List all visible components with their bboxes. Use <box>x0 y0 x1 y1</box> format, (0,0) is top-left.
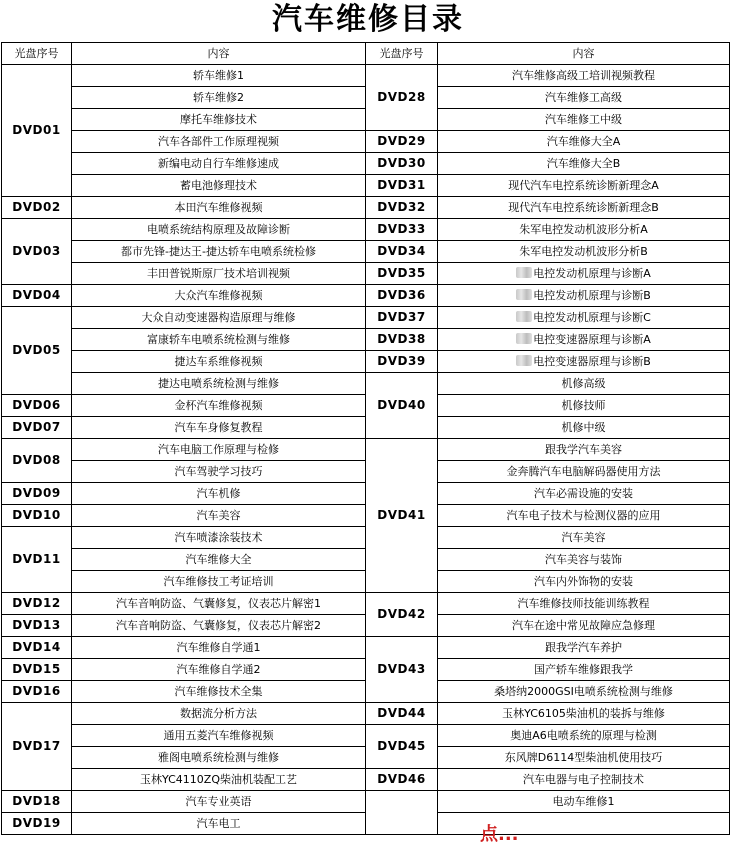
content-cell-right: 汽车电子技术与检测仪器的应用 <box>438 505 730 527</box>
content-cell-left: 新编电动自行车维修速成 <box>72 153 366 175</box>
table-row <box>2 329 730 351</box>
content-cell-right: 国产轿车维修跟我学 <box>438 659 730 681</box>
content-cell-right: 汽车美容与装饰 <box>438 549 730 571</box>
content-cell-left: 捷达电喷系统检测与维修 <box>72 373 366 395</box>
content-cell-left: 数据流分析方法 <box>72 703 366 725</box>
disc-number-right: DVD39 <box>366 351 438 373</box>
header-content: 内容 <box>72 43 366 65</box>
disc-number-right: DVD42 <box>366 593 438 637</box>
header-disc-no: 光盘序号 <box>2 43 72 65</box>
content-cell-right: 电控变速器原理与诊断B <box>438 351 730 373</box>
disc-number-left: DVD15 <box>2 659 72 681</box>
disc-number-right <box>366 791 438 835</box>
table-row <box>2 637 730 659</box>
content-cell-left: 汽车维修技术全集 <box>72 681 366 703</box>
disc-number-left: DVD06 <box>2 395 72 417</box>
disc-number-left: DVD14 <box>2 637 72 659</box>
content-cell-left: 汽车电脑工作原理与检修 <box>72 439 366 461</box>
content-cell-left: 捷达车系维修视频 <box>72 351 366 373</box>
content-cell-left: 本田汽车维修视频 <box>72 197 366 219</box>
content-cell-left: 汽车维修自学通2 <box>72 659 366 681</box>
table-row <box>2 373 730 395</box>
table-row <box>2 593 730 615</box>
content-cell-left: 雅阁电喷系统检测与维修 <box>72 747 366 769</box>
table-row <box>2 241 730 263</box>
table-row <box>2 307 730 329</box>
content-cell-left: 富康轿车电喷系统检测与维修 <box>72 329 366 351</box>
content-cell-right: 汽车维修工中级 <box>438 109 730 131</box>
content-cell-right: 桑塔纳2000GSI电喷系统检测与维修 <box>438 681 730 703</box>
table-row <box>2 65 730 87</box>
content-cell-left: 通用五菱汽车维修视频 <box>72 725 366 747</box>
disc-number-left: DVD13 <box>2 615 72 637</box>
disc-number-right: DVD31 <box>366 175 438 197</box>
content-cell-right: 玉林YC6105柴油机的装拆与维修 <box>438 703 730 725</box>
content-cell-right: 电控变速器原理与诊断A <box>438 329 730 351</box>
content-cell-right: 机修中级 <box>438 417 730 439</box>
content-cell-right: 机修高级 <box>438 373 730 395</box>
disc-number-left: DVD03 <box>2 219 72 285</box>
redacted-mark <box>516 333 532 344</box>
disc-number-left: DVD10 <box>2 505 72 527</box>
content-cell-right: 电控发动机原理与诊断B <box>438 285 730 307</box>
content-cell-left: 摩托车维修技术 <box>72 109 366 131</box>
disc-number-left: DVD08 <box>2 439 72 483</box>
content-cell-left: 蓄电池修理技术 <box>72 175 366 197</box>
page-title: 汽车维修目录 <box>272 2 464 37</box>
content-cell-left: 玉林YC4110ZQ柴油机装配工艺 <box>72 769 366 791</box>
content-cell-left: 汽车音响防盗、气囊修复，仪表芯片解密1 <box>72 593 366 615</box>
content-cell-right: 现代汽车电控系统诊断新理念B <box>438 197 730 219</box>
footer-watermark-fragment: 点... <box>480 824 519 845</box>
disc-number-left: DVD11 <box>2 527 72 593</box>
content-cell-right: 汽车维修大全A <box>438 131 730 153</box>
content-cell-left: 轿车维修1 <box>72 65 366 87</box>
content-cell-left: 轿车维修2 <box>72 87 366 109</box>
content-cell-left: 丰田普锐斯原厂技术培训视频 <box>72 263 366 285</box>
redacted-mark <box>516 267 532 278</box>
content-cell-right: 汽车维修大全B <box>438 153 730 175</box>
content-cell-left: 汽车美容 <box>72 505 366 527</box>
content-cell-left: 汽车驾驶学习技巧 <box>72 461 366 483</box>
disc-number-left: DVD04 <box>2 285 72 307</box>
disc-number-right: DVD45 <box>366 725 438 769</box>
disc-number-right: DVD36 <box>366 285 438 307</box>
content-cell-right: 汽车维修工高级 <box>438 87 730 109</box>
disc-number-right: DVD30 <box>366 153 438 175</box>
disc-number-left: DVD12 <box>2 593 72 615</box>
content-cell-left: 汽车车身修复教程 <box>72 417 366 439</box>
disc-number-right: DVD28 <box>366 65 438 131</box>
disc-number-right: DVD35 <box>366 263 438 285</box>
redacted-mark <box>516 355 532 366</box>
redacted-mark <box>516 311 532 322</box>
catalog-body <box>2 65 730 835</box>
header-content-2: 内容 <box>438 43 730 65</box>
content-cell-left: 汽车各部件工作原理视频 <box>72 131 366 153</box>
disc-number-left: DVD07 <box>2 417 72 439</box>
catalog-table <box>1 42 730 835</box>
content-cell-right: 电动车维修1 <box>438 791 730 813</box>
content-cell-right: 汽车维修技师技能训练教程 <box>438 593 730 615</box>
disc-number-right: DVD46 <box>366 769 438 791</box>
content-cell-right: 汽车内外饰物的安装 <box>438 571 730 593</box>
table-row <box>2 769 730 791</box>
disc-number-right: DVD34 <box>366 241 438 263</box>
redacted-mark <box>516 289 532 300</box>
table-row <box>2 153 730 175</box>
disc-number-left: DVD02 <box>2 197 72 219</box>
content-cell-right: 电控发动机原理与诊断C <box>438 307 730 329</box>
table-row <box>2 175 730 197</box>
content-cell-left: 电喷系统结构原理及故障诊断 <box>72 219 366 241</box>
disc-number-left: DVD05 <box>2 307 72 395</box>
content-cell-right: 现代汽车电控系统诊断新理念A <box>438 175 730 197</box>
disc-number-right: DVD43 <box>366 637 438 703</box>
content-cell-right: 电控发动机原理与诊断A <box>438 263 730 285</box>
disc-number-right: DVD37 <box>366 307 438 329</box>
table-row <box>2 791 730 813</box>
content-cell-left: 汽车专业英语 <box>72 791 366 813</box>
table-row <box>2 131 730 153</box>
content-cell-right: 跟我学汽车养护 <box>438 637 730 659</box>
disc-number-left: DVD01 <box>2 65 72 197</box>
table-row <box>2 263 730 285</box>
content-cell-left: 金杯汽车维修视频 <box>72 395 366 417</box>
header-row <box>2 43 730 65</box>
content-cell-left: 汽车维修大全 <box>72 549 366 571</box>
disc-number-left: DVD19 <box>2 813 72 835</box>
content-cell-left: 大众自动变速器构造原理与维修 <box>72 307 366 329</box>
content-cell-left: 汽车机修 <box>72 483 366 505</box>
content-cell-right: 汽车必需设施的安装 <box>438 483 730 505</box>
disc-number-left: DVD18 <box>2 791 72 813</box>
content-cell-left: 都市先锋-捷达王-捷达轿车电喷系统检修 <box>72 241 366 263</box>
content-cell-left: 汽车喷漆涂装技术 <box>72 527 366 549</box>
content-cell-right: 汽车在途中常见故障应急修理 <box>438 615 730 637</box>
content-cell-right: 朱军电控发动机波形分析A <box>438 219 730 241</box>
content-cell-left: 汽车音响防盗、气囊修复，仪表芯片解密2 <box>72 615 366 637</box>
disc-number-right: DVD44 <box>366 703 438 725</box>
disc-number-right: DVD32 <box>366 197 438 219</box>
disc-number-left: DVD16 <box>2 681 72 703</box>
disc-number-left: DVD17 <box>2 703 72 791</box>
content-cell-right: 奥迪A6电喷系统的原理与检测 <box>438 725 730 747</box>
content-cell-left: 汽车维修技工考证培训 <box>72 571 366 593</box>
content-cell-left: 汽车维修自学通1 <box>72 637 366 659</box>
table-row <box>2 351 730 373</box>
disc-number-right: DVD33 <box>366 219 438 241</box>
table-row <box>2 725 730 747</box>
header-disc-no-2: 光盘序号 <box>366 43 438 65</box>
disc-number-right: DVD41 <box>366 439 438 593</box>
disc-number-right: DVD40 <box>366 373 438 439</box>
table-row <box>2 439 730 461</box>
content-cell-right: 汽车维修高级工培训视频教程 <box>438 65 730 87</box>
table-row <box>2 197 730 219</box>
disc-number-right: DVD29 <box>366 131 438 153</box>
content-cell-left: 大众汽车维修视频 <box>72 285 366 307</box>
table-row <box>2 703 730 725</box>
content-cell-right: 汽车电器与电子控制技术 <box>438 769 730 791</box>
content-cell-right: 朱军电控发动机波形分析B <box>438 241 730 263</box>
content-cell-right: 东风牌D6114型柴油机使用技巧 <box>438 747 730 769</box>
disc-number-right: DVD38 <box>366 329 438 351</box>
content-cell-right: 汽车美容 <box>438 527 730 549</box>
table-row <box>2 285 730 307</box>
content-cell-right: 金奔腾汽车电脑解码器使用方法 <box>438 461 730 483</box>
disc-number-left: DVD09 <box>2 483 72 505</box>
content-cell-right: 机修技师 <box>438 395 730 417</box>
content-cell-left: 汽车电工 <box>72 813 366 835</box>
content-cell-right: 跟我学汽车美容 <box>438 439 730 461</box>
table-row <box>2 219 730 241</box>
